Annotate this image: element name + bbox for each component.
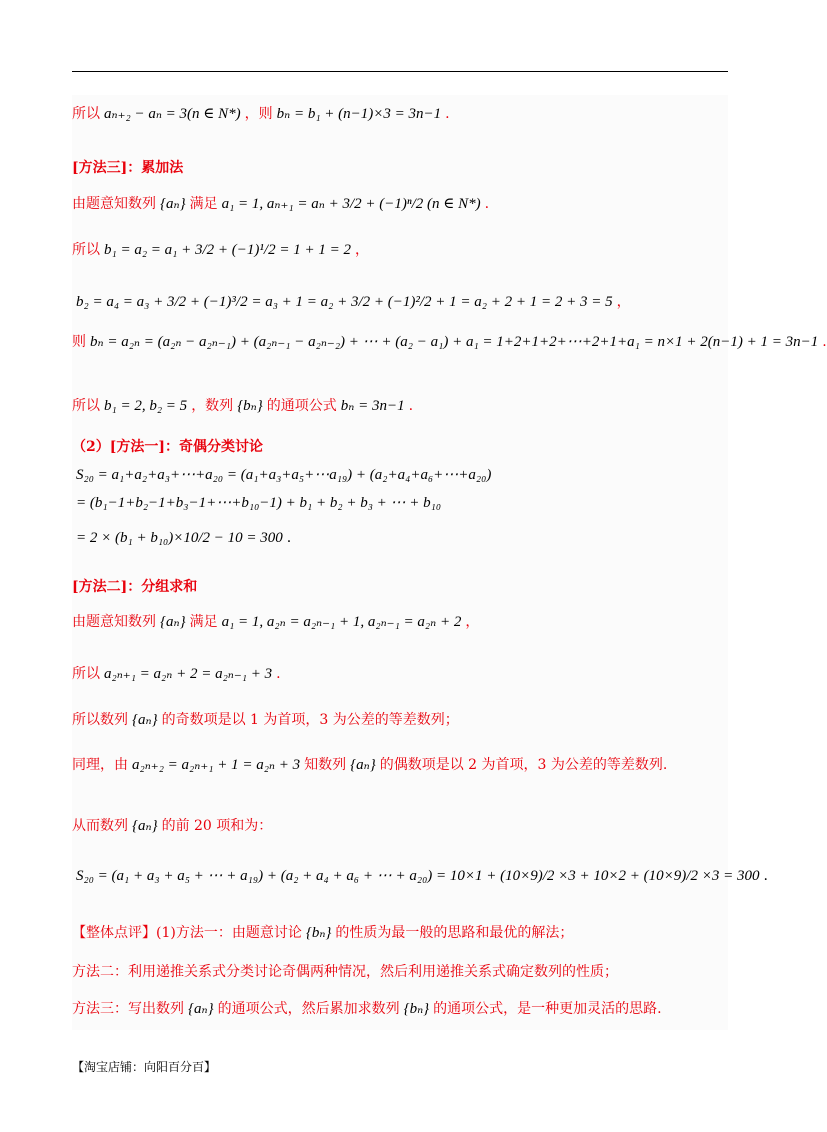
text-run: 的通项公式	[266, 398, 337, 414]
text-run: .	[822, 334, 827, 350]
math-expression: {aₙ}	[132, 818, 158, 834]
text-line	[72, 664, 281, 684]
text-run: .	[445, 106, 450, 122]
text-run: 满足	[189, 614, 218, 630]
text-run: 由题意知数列	[72, 614, 156, 630]
text-line	[72, 493, 445, 513]
text-line	[72, 437, 263, 457]
text-run: .	[763, 868, 768, 884]
text-run: 的通项公式，然后累加求数列	[217, 1001, 400, 1017]
text-run: 所以	[72, 106, 100, 122]
math-expression: b₂ = a₄ = a₃ + 3/2 + (−1)³/2 = a₃ + 1 = a₂ + 3/2 + (−1)²/2 + 1 = a₂ + 2 + 1 = 2 + 3 = 5	[76, 294, 613, 310]
text-run: 的通项公式，是一种更加灵活的思路.	[433, 1001, 662, 1017]
text-line	[72, 755, 667, 775]
text-line	[72, 158, 183, 178]
text-run: 的偶数项是以 2 为首项，3 为公差的等差数列.	[379, 757, 668, 773]
text-line	[72, 240, 369, 260]
header-rule	[72, 71, 728, 72]
text-line	[72, 577, 197, 597]
text-run: 方法二：利用递推关系式分类讨论奇偶两种情况，然后利用递推关系式确定数列的性质；	[72, 964, 618, 980]
text-run: 则	[72, 334, 86, 350]
text-line	[72, 292, 631, 312]
text-line	[72, 710, 459, 730]
shop-footer: 【淘宝店铺：向阳百分百】	[72, 1060, 217, 1074]
text-run: .	[276, 666, 281, 682]
text-run: .	[408, 398, 414, 414]
text-line	[72, 612, 479, 632]
text-run: 满足	[189, 196, 218, 212]
math-expression: {bₙ}	[403, 1001, 430, 1017]
math-expression: a₁ = 1, aₙ₊₁ = aₙ + 3/2 + (−1)ⁿ/2 (n ∈ N*)	[221, 196, 481, 212]
text-run: 所以数列	[72, 712, 128, 728]
math-expression: = (b₁−1+b₂−1+b₃−1+⋯+b₁₀−1) + b₁ + b₂ + b₃ + ⋯ + b₁₀	[76, 495, 442, 511]
text-run: .	[286, 530, 292, 546]
text-line	[72, 465, 495, 485]
math-expression: b₁ = a₂ = a₁ + 3/2 + (−1)¹/2 = 1 + 1 = 2	[104, 242, 351, 258]
math-expression: bₙ = 3n−1	[340, 398, 405, 414]
math-expression: {aₙ}	[160, 196, 186, 212]
math-expression: {aₙ}	[350, 757, 376, 773]
math-expression: a₁ = 1, a₂ₙ = a₂ₙ₋₁ + 1, a₂ₙ₋₁ = a₂ₙ + 2	[221, 614, 462, 630]
math-expression: {aₙ}	[132, 712, 158, 728]
math-expression: bₙ = b₁ + (n−1)×3 = 3n−1	[276, 106, 442, 122]
text-run: 由题意知数列	[72, 196, 156, 212]
text-line	[72, 999, 662, 1019]
text-line	[72, 816, 272, 836]
text-line	[72, 528, 291, 548]
math-expression: a₂ₙ₊₂ = a₂ₙ₊₁ + 1 = a₂ₙ + 3	[132, 757, 301, 773]
text-run: 知数列	[304, 757, 347, 773]
math-expression: {aₙ}	[160, 614, 186, 630]
text-run: 方法三：写出数列	[72, 1001, 184, 1017]
text-line	[72, 104, 450, 124]
content-background	[72, 95, 728, 1030]
text-run: 所以	[72, 242, 100, 258]
math-expression: a₂ₙ₊₁ = a₂ₙ + 2 = a₂ₙ₋₁ + 3	[104, 666, 273, 682]
math-expression: bₙ = a₂ₙ = (a₂ₙ − a₂ₙ₋₁) + (a₂ₙ₋₁ − a₂ₙ₋₂) + ⋯ + (a₂ − a₁) + a₁ = 1+2+1+2+⋯+2+1+a₁ = n×1 + 2(n−1) + 1 = 3n−1	[90, 334, 819, 350]
text-run: （2）[方法一]：奇偶分类讨论	[72, 439, 263, 455]
text-line	[72, 962, 618, 982]
text-run: 的前 20 项和为：	[161, 818, 273, 834]
text-line	[72, 396, 413, 416]
text-run: ，	[354, 242, 369, 258]
text-line	[72, 194, 489, 214]
text-run: ，	[616, 294, 631, 310]
text-run: 从而数列	[72, 818, 128, 834]
text-run: [方法三]：累加法	[72, 160, 184, 176]
text-run: 【整体点评】(1)方法一：由题意讨论	[72, 925, 302, 941]
text-run: .	[484, 196, 490, 212]
text-run: ，则	[244, 106, 273, 122]
text-run: [方法二]：分组求和	[72, 579, 198, 595]
math-expression: S₂₀ = a₁+a₂+a₃+⋯+a₂₀ = (a₁+a₃+a₅+⋯a₁₉) + (a₂+a₄+a₆+⋯+a₂₀)	[76, 467, 492, 483]
math-expression: {aₙ}	[188, 1001, 214, 1017]
math-expression: b₁ = 2, b₂ = 5	[104, 398, 188, 414]
math-expression: = 2 × (b₁ + b₁₀)×10/2 − 10 = 300	[76, 530, 283, 546]
math-expression: S₂₀ = (a₁ + a₃ + a₅ + ⋯ + a₁₉) + (a₂ + a₄ + a₆ + ⋯ + a₂₀) = 10×1 + (10×9)/2 ×3 + 10×2 + (10×9)/2 ×3 = 300	[76, 868, 760, 884]
math-expression: aₙ₊₂ − aₙ = 3(n ∈ N*)	[104, 106, 241, 122]
math-expression: {bₙ}	[237, 398, 263, 414]
text-line	[72, 866, 768, 886]
math-expression: {bₙ}	[305, 925, 332, 941]
text-line	[72, 923, 573, 943]
text-run: ，数列	[191, 398, 234, 414]
text-run: 同理，由	[72, 757, 128, 773]
text-run: 所以	[72, 666, 100, 682]
text-line	[72, 332, 827, 352]
text-run: 的奇数项是以 1 为首项，3 为公差的等差数列；	[161, 712, 459, 728]
text-run: 的性质为最一般的思路和最优的解法；	[335, 925, 574, 941]
text-run: ，	[465, 614, 480, 630]
text-run: 所以	[72, 398, 100, 414]
